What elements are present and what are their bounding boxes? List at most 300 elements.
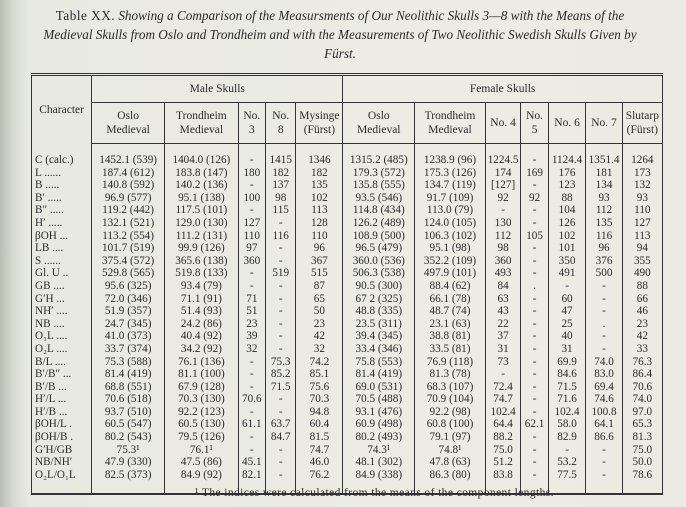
female-value-cell: 70.5 (488) — [343, 393, 415, 406]
character-label: O₁L .... — [32, 330, 92, 343]
female-value-cell: 50.0 — [622, 456, 662, 469]
male-value-cell: 137 — [265, 179, 296, 192]
table-title: Showing a Comparison of the Measursments of Our Neolithic Skulls 3—8 with the Means of the Medieval Skulls from Oslo and Trondheim and with the Measurements of Two Neolithic Swedish Skulls Given by Fürst. — [43, 8, 637, 61]
header-female-col: No. 7 — [586, 103, 622, 144]
table-row — [32, 330, 663, 343]
character-label: GB .... — [32, 280, 92, 293]
male-value-cell: 75.3 (588) — [92, 356, 165, 369]
female-value-cell: - — [548, 444, 586, 457]
male-value-cell: 85.1 — [296, 368, 343, 381]
male-value-cell: - — [238, 431, 265, 444]
male-value-cell: 360 — [238, 255, 265, 268]
female-value-cell: 506.3 (538) — [343, 267, 415, 280]
female-value-cell: - — [521, 368, 548, 381]
header-male-skulls: Male Skulls — [92, 75, 343, 103]
female-value-cell: 83.8 — [485, 469, 521, 482]
table-row — [32, 255, 663, 268]
female-value-cell: 58.0 — [548, 418, 586, 431]
character-label: NB .... — [32, 318, 92, 331]
female-value-cell: - — [586, 293, 622, 306]
female-value-cell: 62.1 — [521, 418, 548, 431]
table-row — [32, 154, 663, 167]
female-value-cell: 81.4 (419) — [343, 368, 415, 381]
female-value-cell: 350 — [548, 255, 586, 268]
female-value-cell: 1238.9 (96) — [415, 154, 485, 167]
female-value-cell: 48.1 (302) — [343, 456, 415, 469]
male-value-cell: - — [238, 368, 265, 381]
female-value-cell: 114.8 (434) — [343, 204, 415, 217]
male-value-cell: 119.2 (442) — [92, 204, 165, 217]
female-value-cell: 95.1 (98) — [415, 242, 485, 255]
female-value-cell: . — [521, 280, 548, 293]
female-value-cell: 46 — [622, 305, 662, 318]
female-value-cell: - — [521, 318, 548, 331]
female-value-cell: 1315.2 (485) — [343, 154, 415, 167]
female-value-cell: 69.9 — [548, 356, 586, 369]
male-value-cell: 60.5 (130) — [165, 418, 239, 431]
female-value-cell: - — [521, 154, 548, 167]
male-value-cell: 50 — [296, 305, 343, 318]
male-value-cell: - — [265, 280, 296, 293]
female-value-cell: 72.4 — [485, 381, 521, 394]
female-value-cell: 79.1 (97) — [415, 431, 485, 444]
female-value-cell: 173 — [622, 167, 662, 180]
table-row — [32, 444, 663, 457]
female-value-cell: 75.0 — [485, 444, 521, 457]
female-value-cell: 127 — [622, 217, 662, 230]
table-number: Table XX. — [55, 8, 116, 23]
female-value-cell: - — [521, 293, 548, 306]
male-value-cell: 45.1 — [238, 456, 265, 469]
female-value-cell: 112 — [485, 230, 521, 243]
male-value-cell: - — [265, 469, 296, 482]
female-value-cell: 23.5 (311) — [343, 318, 415, 331]
female-value-cell: - — [586, 444, 622, 457]
male-value-cell: 113 — [296, 204, 343, 217]
table-row — [32, 431, 663, 444]
male-value-cell: 51.9 (357) — [92, 305, 165, 318]
character-label: βOH/B . — [32, 431, 92, 444]
table-row — [32, 318, 663, 331]
male-value-cell: 519.8 (133) — [165, 267, 239, 280]
male-value-cell: 82.5 (373) — [92, 469, 165, 482]
female-value-cell: 40 — [548, 330, 586, 343]
header-female-col: Slutarp (Fürst) — [622, 103, 662, 144]
table-row — [32, 204, 663, 217]
female-value-cell: 124.0 (105) — [415, 217, 485, 230]
male-value-cell: 60.4 — [296, 418, 343, 431]
female-value-cell: 93 — [586, 192, 622, 205]
female-value-cell: 130 — [485, 217, 521, 230]
male-value-cell: 182 — [265, 167, 296, 180]
male-value-cell: 70.6 (518) — [92, 393, 165, 406]
table-row — [32, 305, 663, 318]
male-value-cell: 23 — [296, 318, 343, 331]
table-row — [32, 381, 663, 394]
female-value-cell: - — [521, 255, 548, 268]
female-value-cell: 1264 — [622, 154, 662, 167]
female-value-cell: 64.1 — [586, 418, 622, 431]
character-label: B′ ..... — [32, 192, 92, 205]
table-row — [32, 456, 663, 469]
male-value-cell: 129.0 (130) — [165, 217, 239, 230]
table-row — [32, 267, 663, 280]
male-value-cell: 80.2 (543) — [92, 431, 165, 444]
male-value-cell: 110 — [296, 230, 343, 243]
female-value-cell: - — [521, 356, 548, 369]
male-value-cell: 367 — [296, 255, 343, 268]
female-value-cell: 88 — [622, 280, 662, 293]
female-value-cell: 86.4 — [622, 368, 662, 381]
male-value-cell: 93.7 (510) — [92, 406, 165, 419]
female-value-cell: 81.3 (78) — [415, 368, 485, 381]
male-value-cell: 127 — [238, 217, 265, 230]
male-value-cell: - — [238, 179, 265, 192]
female-value-cell: - — [521, 444, 548, 457]
female-value-cell: 493 — [485, 267, 521, 280]
female-value-cell: 181 — [586, 167, 622, 180]
character-label: B′/B ... — [32, 381, 92, 394]
male-value-cell: 94.8 — [296, 406, 343, 419]
male-value-cell: 95.6 (325) — [92, 280, 165, 293]
male-value-cell: 39 — [238, 330, 265, 343]
female-value-cell: 38.8 (81) — [415, 330, 485, 343]
female-value-cell: 132 — [622, 179, 662, 192]
female-value-cell: 47.8 (63) — [415, 456, 485, 469]
male-value-cell: 96.9 (577) — [92, 192, 165, 205]
male-value-cell: - — [265, 444, 296, 457]
female-value-cell: 73 — [485, 356, 521, 369]
male-value-cell: 183.8 (147) — [165, 167, 239, 180]
male-value-cell: 375.4 (572) — [92, 255, 165, 268]
male-value-cell: 60.5 (547) — [92, 418, 165, 431]
male-value-cell: - — [265, 217, 296, 230]
male-value-cell: 519 — [265, 267, 296, 280]
male-value-cell: 1346 — [296, 154, 343, 167]
table-row — [32, 406, 663, 419]
table-row — [32, 343, 663, 356]
female-value-cell: 82.9 — [548, 431, 586, 444]
female-value-cell: 65.3 — [622, 418, 662, 431]
female-value-cell: 101 — [548, 242, 586, 255]
male-value-cell: 76.1¹ — [165, 444, 239, 457]
female-value-cell: 176 — [548, 167, 586, 180]
female-value-cell: 70.6 — [622, 381, 662, 394]
female-value-cell: 78.6 — [622, 469, 662, 482]
female-value-cell: 116 — [586, 230, 622, 243]
male-value-cell: 100 — [238, 192, 265, 205]
female-value-cell: 169 — [521, 167, 548, 180]
male-value-cell: 34.2 (92) — [165, 343, 239, 356]
female-value-cell: - — [485, 204, 521, 217]
male-value-cell: 79.5 (126) — [165, 431, 239, 444]
female-value-cell: 90.5 (300) — [343, 280, 415, 293]
character-label: B′/B″ ... — [32, 368, 92, 381]
female-value-cell: - — [586, 469, 622, 482]
male-value-cell: - — [238, 381, 265, 394]
male-value-cell: 101.7 (519) — [92, 242, 165, 255]
male-value-cell: 24.2 (86) — [165, 318, 239, 331]
female-value-cell: 74.6 — [586, 393, 622, 406]
table-row — [32, 356, 663, 369]
male-value-cell: 365.6 (138) — [165, 255, 239, 268]
male-value-cell: 68.8 (551) — [92, 381, 165, 394]
male-value-cell: 63.7 — [265, 418, 296, 431]
female-value-cell: . — [586, 318, 622, 331]
female-value-cell: 76.9 (118) — [415, 356, 485, 369]
male-value-cell: 32 — [238, 343, 265, 356]
female-value-cell: 91.7 (109) — [415, 192, 485, 205]
female-value-cell: 37 — [485, 330, 521, 343]
male-value-cell: 47.5 (86) — [165, 456, 239, 469]
female-value-cell: 175.3 (126) — [415, 167, 485, 180]
character-label: O₂L/O₁L — [32, 469, 92, 482]
subheader-row — [32, 103, 663, 144]
male-value-cell: 42 — [296, 330, 343, 343]
character-label: βOH/L . — [32, 418, 92, 431]
male-value-cell: 75.3¹ — [92, 444, 165, 457]
female-value-cell: 360 — [485, 255, 521, 268]
male-value-cell: 65 — [296, 293, 343, 306]
male-value-cell: 98 — [265, 192, 296, 205]
header-male-col: No. 3 — [238, 103, 265, 144]
male-value-cell: 75.6 — [296, 381, 343, 394]
female-value-cell: 92 — [485, 192, 521, 205]
male-value-cell: 47.9 (330) — [92, 456, 165, 469]
female-value-cell: 84 — [485, 280, 521, 293]
table-row — [32, 393, 663, 406]
female-value-cell: 93.1 (476) — [343, 406, 415, 419]
female-value-cell: - — [521, 343, 548, 356]
male-value-cell: - — [238, 444, 265, 457]
female-value-cell: 75.8 (553) — [343, 356, 415, 369]
male-value-cell: 102 — [296, 192, 343, 205]
character-label: G′H ... — [32, 293, 92, 306]
table-body — [32, 144, 663, 495]
female-value-cell: 74.0 — [622, 393, 662, 406]
female-value-cell: 66 — [622, 293, 662, 306]
female-value-cell: 86.3 (80) — [415, 469, 485, 482]
table-row — [32, 368, 663, 381]
female-value-cell: 69.0 (531) — [343, 381, 415, 394]
female-value-cell: 113 — [622, 230, 662, 243]
character-label: H′/L ... — [32, 393, 92, 406]
male-value-cell: 99.9 (126) — [165, 242, 239, 255]
male-value-cell: 24.7 (345) — [92, 318, 165, 331]
male-value-cell: 93.4 (79) — [165, 280, 239, 293]
table-row — [32, 230, 663, 243]
female-value-cell: - — [521, 267, 548, 280]
female-value-cell: - — [586, 343, 622, 356]
male-value-cell: - — [238, 154, 265, 167]
male-value-cell: 140.8 (592) — [92, 179, 165, 192]
male-value-cell: 110 — [238, 230, 265, 243]
female-value-cell: 174 — [485, 167, 521, 180]
female-value-cell: 74.0 — [586, 356, 622, 369]
character-label: NH′ .... — [32, 305, 92, 318]
female-value-cell: 31 — [548, 343, 586, 356]
female-value-cell: 376 — [586, 255, 622, 268]
male-value-cell: 97 — [238, 242, 265, 255]
footnote: ¹ The indices were calculated from the means of the component lengths. — [195, 487, 554, 499]
character-label: C (calc.) — [32, 154, 92, 167]
female-value-cell: 80.2 (493) — [343, 431, 415, 444]
female-value-cell: 100.8 — [586, 406, 622, 419]
female-value-cell: 48.7 (74) — [415, 305, 485, 318]
table-row — [32, 293, 663, 306]
table-row — [32, 167, 663, 180]
female-value-cell: - — [521, 179, 548, 192]
male-value-cell: 51.4 (93) — [165, 305, 239, 318]
female-value-cell: - — [548, 280, 586, 293]
table-row — [32, 280, 663, 293]
character-label: G′H/GB — [32, 444, 92, 457]
female-value-cell: 1124.4 — [548, 154, 586, 167]
female-value-cell: 31 — [485, 343, 521, 356]
female-value-cell: 75.0 — [622, 444, 662, 457]
table-row — [32, 179, 663, 192]
male-value-cell: 81.4 (419) — [92, 368, 165, 381]
male-value-cell: 96 — [296, 242, 343, 255]
male-value-cell: - — [265, 343, 296, 356]
header-female-col: No. 5 — [521, 103, 548, 144]
character-label: H′/B ... — [32, 406, 92, 419]
female-value-cell: 74.8¹ — [415, 444, 485, 457]
male-value-cell: 76.2 — [296, 469, 343, 482]
female-value-cell: 51.2 — [485, 456, 521, 469]
female-value-cell: - — [521, 406, 548, 419]
female-value-cell: 22 — [485, 318, 521, 331]
character-label: NB/NH′ — [32, 456, 92, 469]
female-value-cell: 69.4 — [586, 381, 622, 394]
female-value-cell: 63 — [485, 293, 521, 306]
female-value-cell: 108.9 (500) — [343, 230, 415, 243]
header-female-col: Trondheim Medieval — [415, 103, 485, 144]
male-value-cell: - — [265, 456, 296, 469]
female-value-cell: 352.2 (109) — [415, 255, 485, 268]
table-row — [32, 217, 663, 230]
male-value-cell: 41.0 (373) — [92, 330, 165, 343]
female-value-cell: 123 — [548, 179, 586, 192]
female-value-cell: 491 — [548, 267, 586, 280]
header-male-col: No. 8 — [265, 103, 296, 144]
female-value-cell: 33 — [622, 343, 662, 356]
header-male-col: Mysinge (Fürst) — [296, 103, 343, 144]
character-label: LB .... — [32, 242, 92, 255]
female-value-cell: 48.8 (335) — [343, 305, 415, 318]
table-row — [32, 192, 663, 205]
male-value-cell: 95.1 (138) — [165, 192, 239, 205]
female-value-cell: 102.4 — [548, 406, 586, 419]
female-value-cell: 96 — [586, 242, 622, 255]
female-value-cell: 1351.4 — [586, 154, 622, 167]
female-value-cell: 81.3 — [622, 431, 662, 444]
female-value-cell: 134.7 (119) — [415, 179, 485, 192]
female-value-cell: 102 — [548, 230, 586, 243]
character-label: S ...... — [32, 255, 92, 268]
character-label: Gl. U .. — [32, 267, 92, 280]
female-value-cell: 98 — [485, 242, 521, 255]
female-value-cell: 96.5 (479) — [343, 242, 415, 255]
male-value-cell: 46.0 — [296, 456, 343, 469]
male-value-cell: 76.1 (136) — [165, 356, 239, 369]
female-value-cell: 74.3¹ — [343, 444, 415, 457]
female-value-cell: 66.1 (78) — [415, 293, 485, 306]
female-value-cell: 135.8 (555) — [343, 179, 415, 192]
header-female-col: Oslo Medieval — [343, 103, 415, 144]
female-value-cell: - — [521, 305, 548, 318]
male-value-cell: 87 — [296, 280, 343, 293]
female-value-cell: 71.6 — [548, 393, 586, 406]
female-value-cell: 77.5 — [548, 469, 586, 482]
female-value-cell: 355 — [622, 255, 662, 268]
male-value-cell: 113.2 (554) — [92, 230, 165, 243]
male-value-cell: 116 — [265, 230, 296, 243]
table-caption — [40, 6, 640, 63]
female-value-cell: 93 — [622, 192, 662, 205]
male-value-cell: 23 — [238, 318, 265, 331]
female-value-cell: 84.9 (338) — [343, 469, 415, 482]
female-value-cell: 53.2 — [548, 456, 586, 469]
female-value-cell: 60 — [548, 293, 586, 306]
male-value-cell: 180 — [238, 167, 265, 180]
male-value-cell: 70.6 — [238, 393, 265, 406]
male-value-cell: 32 — [296, 343, 343, 356]
skull-comparison-table — [31, 73, 663, 495]
male-value-cell: 33.7 (374) — [92, 343, 165, 356]
female-value-cell: 497.9 (101) — [415, 267, 485, 280]
male-value-cell: 1415 — [265, 154, 296, 167]
male-value-cell: - — [265, 330, 296, 343]
male-value-cell: 74.2 — [296, 356, 343, 369]
female-value-cell: 113.0 (79) — [415, 204, 485, 217]
male-value-cell: 1452.1 (539) — [92, 154, 165, 167]
female-value-cell: 134 — [586, 179, 622, 192]
male-value-cell: 71.1 (91) — [165, 293, 239, 306]
character-label: βOH ... — [32, 230, 92, 243]
female-value-cell: 94 — [622, 242, 662, 255]
female-value-cell: 33.5 (81) — [415, 343, 485, 356]
male-value-cell: 75.3 — [265, 356, 296, 369]
male-value-cell: - — [238, 204, 265, 217]
male-value-cell: - — [265, 293, 296, 306]
male-value-cell: - — [265, 255, 296, 268]
character-label: O₂L .... — [32, 343, 92, 356]
spacer-row — [32, 144, 663, 155]
character-label: H′ ..... — [32, 217, 92, 230]
female-value-cell: 60.9 (498) — [343, 418, 415, 431]
male-value-cell: - — [238, 267, 265, 280]
character-label: L ...... — [32, 167, 92, 180]
male-value-cell: 515 — [296, 267, 343, 280]
male-value-cell: - — [265, 242, 296, 255]
male-value-cell: 84.7 — [265, 431, 296, 444]
male-value-cell: 71.5 — [265, 381, 296, 394]
female-value-cell: - — [521, 242, 548, 255]
female-value-cell: 104 — [548, 204, 586, 217]
female-value-cell: 1224.5 — [485, 154, 521, 167]
female-value-cell: 71.5 — [548, 381, 586, 394]
male-value-cell: 74.7 — [296, 444, 343, 457]
male-value-cell: - — [265, 305, 296, 318]
female-value-cell: - — [521, 469, 548, 482]
character-label: B/L .... — [32, 356, 92, 369]
female-value-cell: 360.0 (536) — [343, 255, 415, 268]
female-value-cell: 43 — [485, 305, 521, 318]
male-value-cell: 82.1 — [238, 469, 265, 482]
male-value-cell: 70.3 (130) — [165, 393, 239, 406]
male-value-cell: 135 — [296, 179, 343, 192]
